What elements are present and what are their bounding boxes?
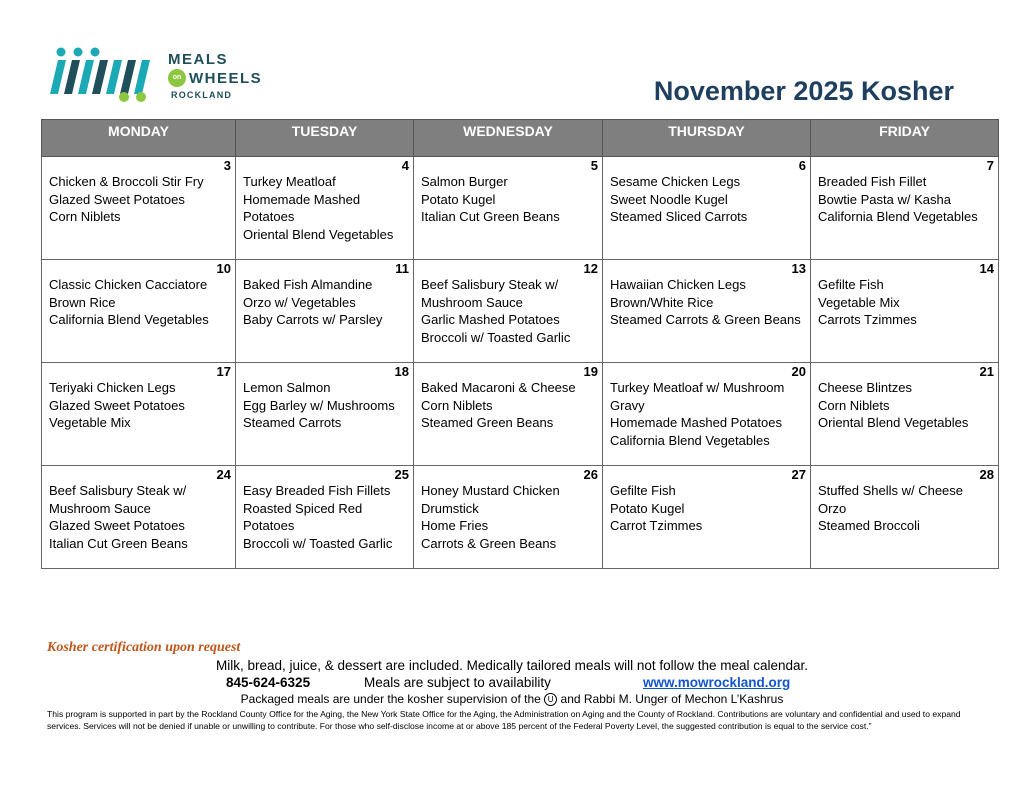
menu-item: Gefilte Fish bbox=[818, 277, 884, 292]
menu-item: Broccoli w/ Toasted Garlic bbox=[421, 329, 571, 345]
day-cell-tuesday bbox=[236, 157, 414, 260]
day-number: 24 bbox=[216, 467, 231, 482]
week-row bbox=[42, 363, 999, 466]
menu-item: Potato Kugel bbox=[610, 500, 685, 516]
menu-item: Orzo w/ Vegetables bbox=[243, 294, 356, 310]
menu-item: Teriyaki Chicken Legs bbox=[49, 380, 176, 395]
menu-item: Brown Rice bbox=[49, 294, 116, 310]
menu-item: Carrots Tzimmes bbox=[818, 312, 917, 327]
page-title: November 2025 Kosher bbox=[653, 76, 954, 106]
menu-item: Beef Salisbury Steak w/ Mushroom Sauce bbox=[421, 277, 559, 310]
menu-item: Steamed Broccoli bbox=[818, 518, 920, 533]
day-cell-monday bbox=[42, 157, 236, 260]
menu-item: Home Fries bbox=[421, 518, 489, 533]
header-thursday: THURSDAY bbox=[603, 120, 811, 157]
menu-item: Honey Mustard Chicken Drumstick bbox=[421, 483, 560, 516]
weekday-header-row bbox=[42, 120, 999, 157]
menu-item: Italian Cut Green Beans bbox=[421, 209, 560, 224]
day-number: 20 bbox=[791, 364, 806, 379]
day-number: 5 bbox=[590, 158, 598, 173]
menu-item: Egg Barley w/ Mushrooms bbox=[243, 397, 395, 413]
menu-item: Corn Niblets bbox=[421, 397, 493, 413]
day-cell-wednesday bbox=[414, 466, 603, 569]
menu-item: Corn Niblets bbox=[49, 209, 121, 224]
ou-kosher-symbol: U bbox=[544, 693, 557, 706]
menu-item: Carrot Tzimmes bbox=[610, 518, 703, 533]
day-cell-thursday bbox=[603, 466, 811, 569]
menu-item: Brown/White Rice bbox=[610, 294, 714, 310]
day-cell-wednesday bbox=[414, 363, 603, 466]
day-number: 27 bbox=[791, 467, 806, 482]
day-cell-wednesday bbox=[414, 157, 603, 260]
day-number: 25 bbox=[394, 467, 409, 482]
menu-calendar bbox=[41, 119, 999, 569]
day-cell-tuesday bbox=[236, 363, 414, 466]
funding-fine-print: This program is supported in part by the Rockland County Office for the Aging, the New York State Office for the Aging, the Administration on Aging and the County of Rockland. Contributions are voluntary and confidential and used to expand services. Services will not be denied if unable or unwilling to contribute. For those who self-disclose income at or above 185 percent of the Federal Poverty Level, the suggested contribution is equal to the service cost.” bbox=[47, 709, 961, 731]
week-row bbox=[42, 157, 999, 260]
header-monday: MONDAY bbox=[42, 120, 236, 157]
phone-number: 845-624-6325 bbox=[226, 675, 311, 690]
menu-item: Bowtie Pasta w/ Kasha bbox=[818, 191, 951, 207]
day-cell-monday bbox=[42, 260, 236, 363]
day-cell-thursday bbox=[603, 260, 811, 363]
menu-item: Glazed Sweet Potatoes bbox=[49, 518, 185, 533]
menu-item: Baked Fish Almandine bbox=[243, 277, 373, 292]
menu-item: Oriental Blend Vegetables bbox=[818, 415, 969, 430]
logo-meals: MEALS bbox=[168, 51, 228, 68]
day-number: 6 bbox=[798, 158, 806, 173]
logo-rockland: ROCKLAND bbox=[171, 90, 233, 100]
day-number: 14 bbox=[979, 261, 994, 276]
supervision-text-after: and Rabbi M. Unger of Mechon L’Kashrus bbox=[560, 692, 784, 706]
day-cell-tuesday bbox=[236, 466, 414, 569]
day-number: 28 bbox=[979, 467, 994, 482]
day-cell-tuesday bbox=[236, 260, 414, 363]
menu-item: Steamed Green Beans bbox=[421, 415, 554, 430]
header-tuesday: TUESDAY bbox=[236, 120, 414, 157]
day-cell-friday bbox=[811, 260, 999, 363]
menu-item: Stuffed Shells w/ Cheese bbox=[818, 483, 964, 498]
menu-item: Easy Breaded Fish Fillets bbox=[243, 483, 391, 498]
availability-note: Meals are subject to availability bbox=[364, 675, 551, 690]
day-number: 10 bbox=[216, 261, 231, 276]
logo-wheels: WHEELS bbox=[189, 69, 263, 87]
day-number: 17 bbox=[216, 364, 231, 379]
menu-item: Homemade Mashed Potatoes bbox=[243, 191, 361, 224]
day-number: 19 bbox=[583, 364, 598, 379]
day-number: 11 bbox=[395, 261, 409, 276]
day-number: 12 bbox=[583, 261, 598, 276]
menu-item: Baby Carrots w/ Parsley bbox=[243, 312, 383, 327]
week-row bbox=[42, 466, 999, 569]
day-number: 21 bbox=[979, 364, 994, 379]
day-number: 13 bbox=[791, 261, 806, 276]
menu-item: California Blend Vegetables bbox=[818, 209, 978, 224]
day-cell-monday bbox=[42, 466, 236, 569]
menu-item: Roasted Spiced Red Potatoes bbox=[243, 500, 363, 533]
menu-item: Steamed Carrots bbox=[243, 415, 342, 430]
day-number: 18 bbox=[394, 364, 409, 379]
menu-item: Hawaiian Chicken Legs bbox=[610, 277, 746, 292]
menu-item: Garlic Mashed Potatoes bbox=[421, 312, 560, 327]
menu-item: Classic Chicken Cacciatore bbox=[49, 277, 208, 292]
menu-item: Breaded Fish Fillet bbox=[818, 174, 927, 189]
menu-item: Steamed Sliced Carrots bbox=[610, 209, 748, 224]
included-note: Milk, bread, juice, & dessert are included. Medically tailored meals will not follow the meal calendar. bbox=[215, 658, 809, 673]
day-number: 26 bbox=[583, 467, 598, 482]
menu-item: Carrots & Green Beans bbox=[421, 535, 557, 551]
website-link[interactable]: www.mowrockland.org bbox=[643, 675, 791, 690]
day-cell-thursday bbox=[603, 157, 811, 260]
day-number: 4 bbox=[401, 158, 409, 173]
menu-item: Orzo bbox=[818, 500, 847, 516]
calendar-body bbox=[42, 157, 999, 569]
day-number: 7 bbox=[986, 158, 994, 173]
menu-item: Vegetable Mix bbox=[818, 294, 900, 310]
day-number: 3 bbox=[223, 158, 231, 173]
menu-item: Broccoli w/ Toasted Garlic bbox=[243, 535, 393, 551]
menu-item: Vegetable Mix bbox=[49, 415, 131, 430]
menu-item: Sesame Chicken Legs bbox=[610, 174, 741, 189]
supervision-text-before: Packaged meals are under the kosher supervision of the bbox=[240, 692, 541, 706]
menu-item: Cheese Blintzes bbox=[818, 380, 912, 395]
menu-item: California Blend Vegetables bbox=[49, 312, 209, 327]
menu-item: Turkey Meatloaf w/ Mushroom Gravy bbox=[610, 380, 785, 413]
day-cell-thursday bbox=[603, 363, 811, 466]
menu-item: Salmon Burger bbox=[421, 174, 508, 189]
menu-item: Beef Salisbury Steak w/ Mushroom Sauce bbox=[49, 483, 187, 516]
menu-item: Homemade Mashed Potatoes bbox=[610, 415, 782, 430]
supervision-note bbox=[0, 692, 1024, 706]
menu-item: Gefilte Fish bbox=[610, 483, 676, 498]
menu-item: Steamed Carrots & Green Beans bbox=[610, 312, 801, 327]
day-cell-friday bbox=[811, 363, 999, 466]
logo-on-badge: on bbox=[168, 69, 186, 87]
week-row bbox=[42, 260, 999, 363]
menu-item: Baked Macaroni & Cheese bbox=[421, 380, 576, 395]
day-cell-wednesday bbox=[414, 260, 603, 363]
menu-item: California Blend Vegetables bbox=[610, 432, 770, 448]
menu-item: Glazed Sweet Potatoes bbox=[49, 397, 185, 413]
menu-item: Corn Niblets bbox=[818, 397, 890, 413]
menu-item: Lemon Salmon bbox=[243, 380, 331, 395]
logo-wordmark bbox=[168, 52, 262, 100]
menu-item: Italian Cut Green Beans bbox=[49, 535, 188, 551]
header-friday: FRIDAY bbox=[811, 120, 999, 157]
menu-item: Chicken & Broccoli Stir Fry bbox=[49, 174, 204, 189]
day-cell-friday bbox=[811, 466, 999, 569]
menu-item: Sweet Noodle Kugel bbox=[610, 191, 728, 207]
day-cell-friday bbox=[811, 157, 999, 260]
day-cell-monday bbox=[42, 363, 236, 466]
menu-item: Potato Kugel bbox=[421, 191, 496, 207]
menu-item: Glazed Sweet Potatoes bbox=[49, 191, 185, 207]
menu-item: Turkey Meatloaf bbox=[243, 174, 336, 189]
header-wednesday: WEDNESDAY bbox=[414, 120, 603, 157]
menu-item: Oriental Blend Vegetables bbox=[243, 226, 394, 242]
kosher-certification-note: Kosher certification upon request bbox=[47, 640, 241, 655]
